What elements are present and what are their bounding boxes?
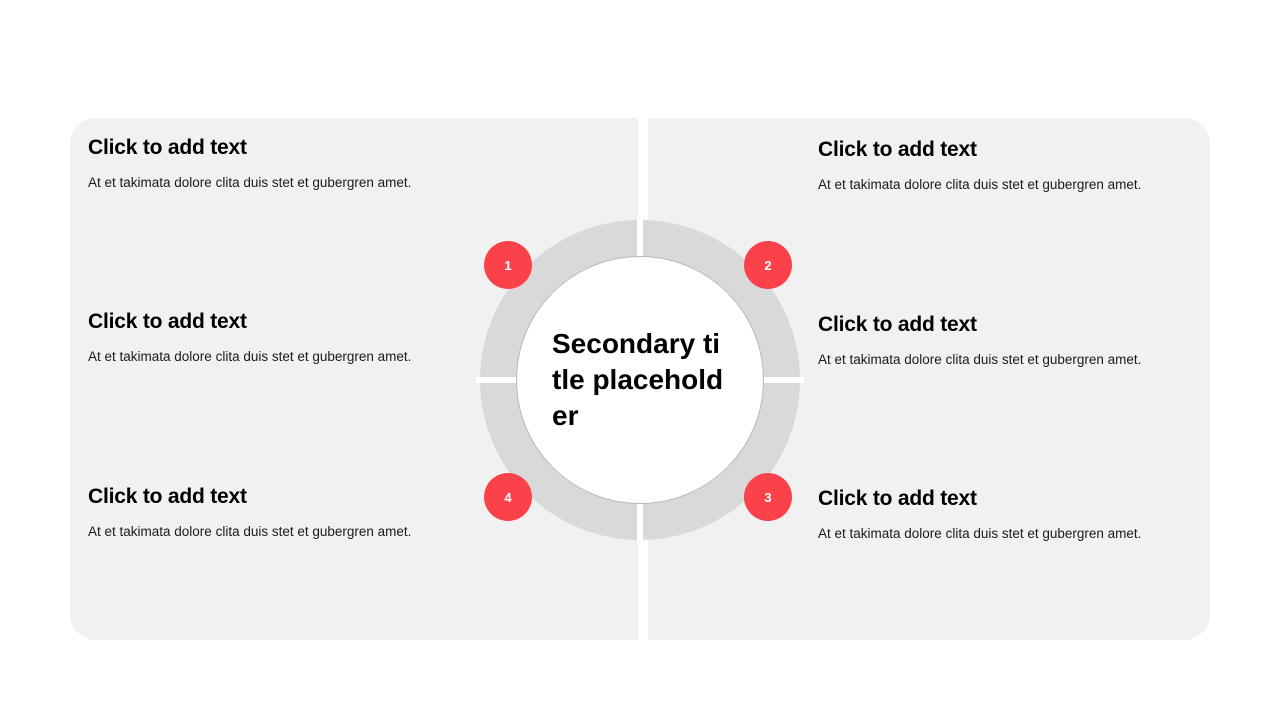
text-block-right-2[interactable] [818, 313, 1170, 370]
text-block-heading: Click to add text [88, 136, 247, 159]
step-badge-1[interactable] [484, 241, 532, 289]
text-block-heading: Click to add text [818, 487, 977, 510]
text-block-left-2[interactable] [88, 310, 440, 367]
center-title: Secondary title placeholder [552, 328, 724, 431]
step-badge-label: 4 [504, 489, 512, 505]
text-block-body: At et takimata dolore clita duis stet et gubergren amet. [818, 177, 1142, 193]
step-badge-label: 1 [504, 257, 512, 273]
step-badge-label: 3 [764, 489, 772, 505]
center-disc [516, 256, 764, 504]
text-block-body: At et takimata dolore clita duis stet et gubergren amet. [88, 349, 412, 365]
step-badge-2[interactable] [744, 241, 792, 289]
text-block-left-3[interactable] [88, 485, 440, 542]
text-block-left-1[interactable] [88, 136, 440, 193]
text-block-right-3[interactable] [818, 487, 1170, 544]
step-badge-3[interactable] [744, 473, 792, 521]
text-block-right-1[interactable] [818, 138, 1170, 195]
text-block-body: At et takimata dolore clita duis stet et gubergren amet. [88, 175, 412, 191]
step-badge-label: 2 [764, 257, 772, 273]
text-block-heading: Click to add text [818, 313, 977, 336]
text-block-heading: Click to add text [818, 138, 977, 161]
text-block-heading: Click to add text [88, 485, 247, 508]
text-block-body: At et takimata dolore clita duis stet et gubergren amet. [818, 526, 1142, 542]
text-block-heading: Click to add text [88, 310, 247, 333]
step-badge-4[interactable] [484, 473, 532, 521]
text-block-body: At et takimata dolore clita duis stet et gubergren amet. [818, 352, 1142, 368]
text-block-body: At et takimata dolore clita duis stet et gubergren amet. [88, 524, 412, 540]
